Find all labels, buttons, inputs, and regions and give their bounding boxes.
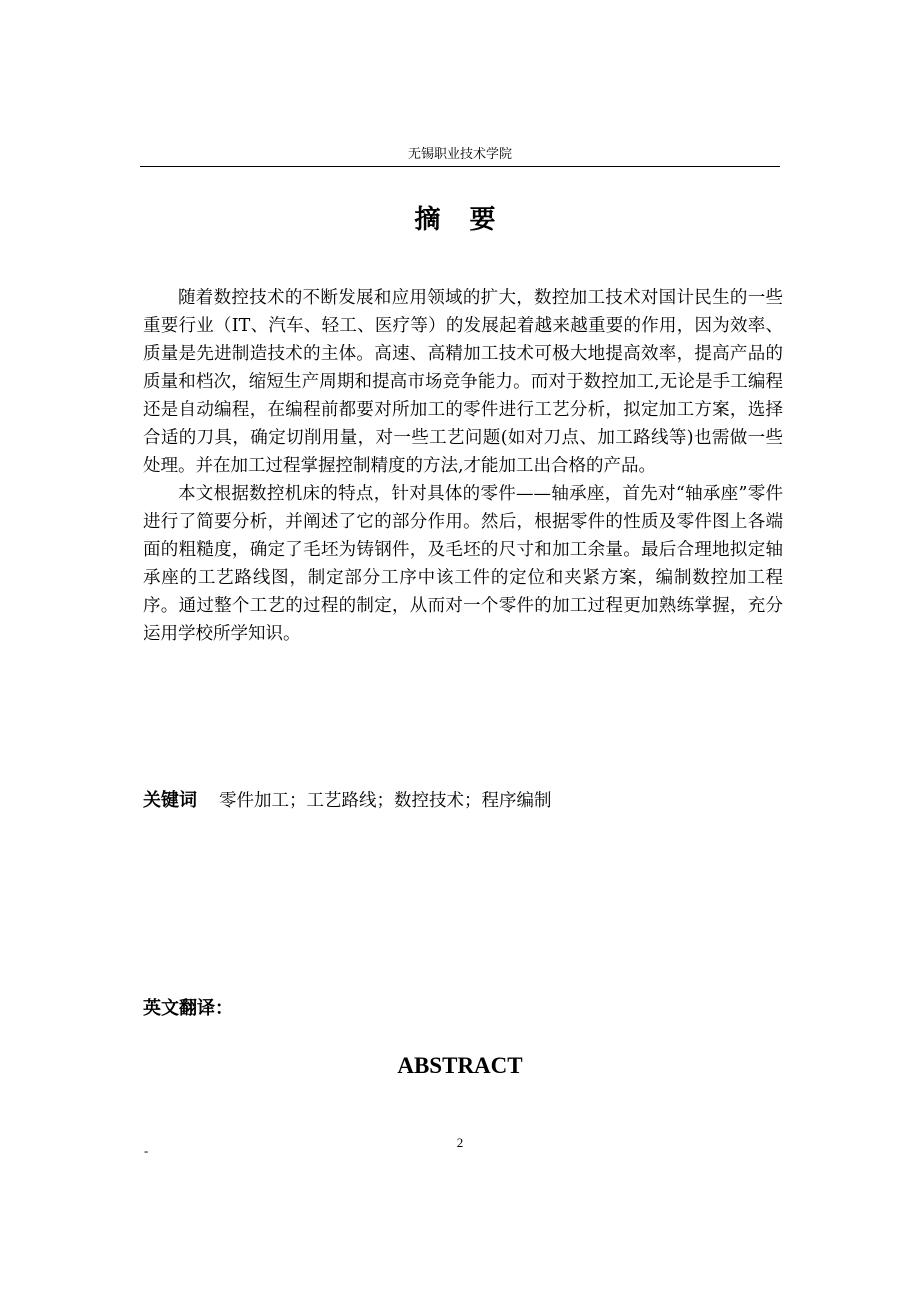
english-abstract-title: ABSTRACT <box>397 1053 523 1078</box>
abstract-body <box>143 284 783 648</box>
abstract-title: 摘 要 <box>414 205 506 235</box>
page-number: 2 <box>456 1135 464 1150</box>
page-header: 无锡职业技术学院 <box>407 147 512 162</box>
footer-mark: - <box>144 1143 149 1158</box>
keywords-label: 关键词 <box>143 790 197 811</box>
abstract-paragraph-2: 本文根据数控机床的特点，针对具体的零件——轴承座，首先对“轴承座”零件进行了简要分析，并阐述了它的部分作用。然后，根据零件的性质及零件图上各端面的粗糙度，确定了毛坯为铸钢件，及毛坯的尺寸和加工余量。最后合理地拟定轴承座的工艺路线图，制定部分工序中该工件的定位和夹紧方案，编制数控加工程序。通过整个工艺的过程的制定，从而对一个零件的加工过程更加熟练掌握，充分运用学校所学知识。 <box>143 484 784 644</box>
abstract-paragraph-1: 随着数控技术的不断发展和应用领域的扩大，数控加工技术对国计民生的一些重要行业（IT、汽车、轻工、医疗等）的发展起着越来越重要的作用，因为效率、质量是先进制造技术的主体。高速、高精加工技术可极大地提高效率，提高产品的质量和档次，缩短生产周期和提高市场竞争能力。而对于数控加工,无论是手工编程还是自动编程，在编程前都要对所加工的零件进行工艺分析，拟定加工方案，选择合适的刀具，确定切削用量，对一些工艺问题(如对刀点、加工路线等)也需做一些处理。并在加工过程掌握控制精度的方法,才能加工出合格的产品。 <box>143 288 783 476</box>
keywords-text: 零件加工；工艺路线；数控技术；程序编制 <box>219 791 552 811</box>
translation-label: 英文翻译： <box>143 998 233 1019</box>
keywords-line <box>143 786 783 816</box>
header-divider <box>140 166 780 167</box>
